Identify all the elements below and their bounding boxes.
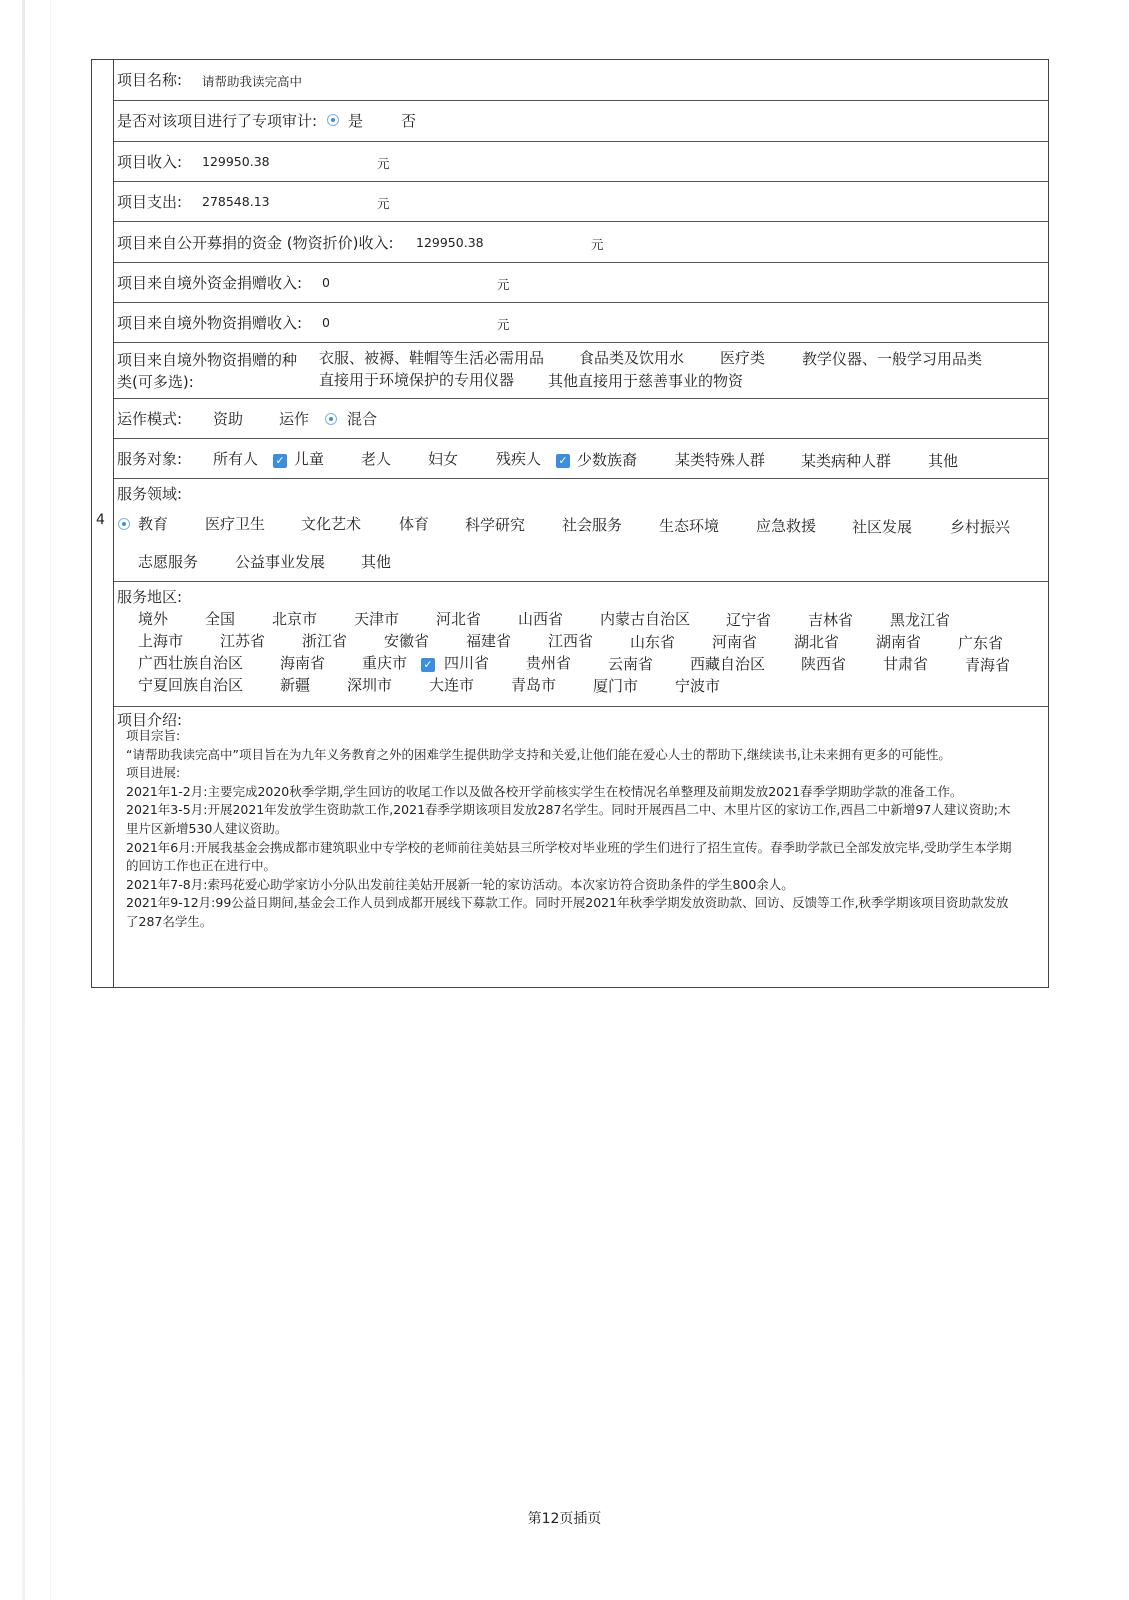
audit-no-label: 否 [401,112,417,130]
region-option[interactable]: 大连市 [429,676,475,694]
progress-item: 2021年3-5月:开展2021年发放学生资助款工作,2021春季学期该项目发放287名学生。同时开展西昌二中、木里片区的家访工作,西昌二中新增97人建议资助;木里片区新增530人建议资助。 [126,802,1011,836]
service-field-option[interactable]: 生态环境 [659,517,720,535]
row-intro [114,707,1048,987]
operation-label: 运作模式: [117,410,183,428]
public-income-unit: 元 [591,237,604,252]
progress-label: 项目进展: [126,765,181,781]
region-option[interactable]: 内蒙古自治区 [600,610,691,628]
service-field-option[interactable]: 社区发展 [852,518,913,536]
region-option[interactable]: 广西壮族自治区 [138,654,244,672]
service-target-option[interactable]: 所有人 [213,450,259,468]
checkbox-checked-icon: ✓ [556,454,570,468]
goods-type-option[interactable]: 食品类及饮用水 [579,349,685,367]
row-goods-types [114,343,1048,399]
region-option[interactable]: 青海省 [965,656,1011,674]
region-option[interactable]: 山东省 [630,633,676,651]
region-option[interactable]: 河北省 [436,610,482,628]
row-service-regions [114,582,1048,707]
region-option[interactable]: 湖北省 [794,633,840,651]
region-option[interactable]: 新疆 [280,676,311,694]
region-option[interactable]: 湖南省 [876,633,922,651]
service-field-option[interactable]: 乡村振兴 [950,518,1011,536]
row-income [114,142,1048,182]
overseas-goods-value: 0 [322,315,330,330]
service-regions-label: 服务地区: [117,588,183,606]
region-option[interactable]: 重庆市 [362,654,408,672]
goods-types-label: 项目来自境外物资捐赠的种 [117,351,298,369]
region-option[interactable]: 甘肃省 [883,655,929,673]
region-option[interactable]: 厦门市 [593,677,639,695]
progress-item: 2021年9-12月:99公益日期间,基金会工作人员到成都开展线下募款工作。同时开展2021年秋季学期发放资助款、回访、反馈等工作,秋季学期该项目资助款发放了287名学生。 [126,895,1009,929]
service-field-option[interactable]: 医疗卫生 [205,515,266,533]
project-form [91,59,1049,988]
expense-value: 278548.13 [202,194,270,209]
region-option[interactable]: 宁夏回族自治区 [138,676,244,694]
public-income-label: 项目来自公开募捐的资金 (物资折价)收入: [117,234,394,252]
operation-option[interactable]: 资助 [213,410,244,428]
radio-selected-icon [325,413,337,425]
overseas-funds-unit: 元 [497,277,510,292]
income-label: 项目收入: [117,153,183,171]
goods-type-option[interactable]: 教学仪器、一般学习用品类 [802,350,983,368]
region-option[interactable]: 西藏自治区 [690,655,766,673]
service-targets-label: 服务对象: [117,450,183,468]
goods-types-label: 类(可多选): [117,373,194,391]
operation-option[interactable]: 混合 [347,410,378,428]
progress-item: 2021年7-8月:索玛花爱心助学家访小分队出发前往美姑开展新一轮的家访活动。本次家访符合资助条件的学生800余人。 [126,876,794,892]
row-service-fields [114,479,1048,582]
checkbox-checked-icon: ✓ [273,454,287,468]
region-option[interactable]: 深圳市 [347,676,393,694]
service-target-option[interactable]: 妇女 [428,450,459,468]
audit-yes-radio[interactable] [327,111,339,129]
region-option[interactable]: 贵州省 [526,654,572,672]
region-option[interactable]: 全国 [205,610,236,628]
region-option[interactable]: 境外 [138,610,169,628]
region-option[interactable]: 安徽省 [384,632,430,650]
row-expense [114,182,1048,222]
income-unit: 元 [377,156,390,171]
region-option[interactable]: 江苏省 [220,632,266,650]
service-target-option[interactable]: 残疾人 [496,450,542,468]
region-option[interactable]: 山西省 [518,610,564,628]
row-operation [114,399,1048,439]
service-target-checkbox[interactable] [556,448,570,468]
project-name-label: 项目名称: [117,71,183,89]
scan-edge [50,0,51,1600]
purpose-label: 项目宗旨: [126,728,181,743]
region-option[interactable]: 陕西省 [801,655,847,673]
service-field-option[interactable]: 社会服务 [562,516,623,534]
service-target-option[interactable]: 儿童 [294,450,325,468]
region-option[interactable]: 天津市 [354,610,400,628]
region-option[interactable]: 黑龙江省 [890,611,951,629]
row-overseas-funds [114,263,1048,303]
service-target-option[interactable]: 某类病种人群 [801,452,892,470]
radio-selected-icon [327,114,339,126]
service-field-option[interactable]: 其他 [361,553,392,571]
project-name-value: 请帮助我读完高中 [202,74,303,89]
region-option[interactable]: 青岛市 [511,676,557,694]
service-field-option[interactable]: 体育 [399,515,430,533]
service-target-option[interactable]: 其他 [928,452,959,470]
intro-label: 项目介绍: [117,711,183,729]
overseas-funds-label: 项目来自境外资金捐赠收入: [117,274,303,292]
service-field-option[interactable]: 教育 [138,515,169,533]
checkbox-checked-icon: ✓ [421,658,435,672]
row-public-income [114,222,1048,263]
region-option[interactable]: 江西省 [548,632,594,650]
service-target-option[interactable]: 老人 [361,450,392,468]
region-option[interactable]: 浙江省 [302,632,348,650]
audit-yes-label: 是 [348,112,364,130]
service-fields-label: 服务领域: [117,485,183,503]
overseas-funds-value: 0 [322,275,330,290]
region-option[interactable]: 海南省 [280,654,326,672]
region-checkbox-checked[interactable] [421,652,435,672]
region-option[interactable]: 广东省 [958,634,1004,652]
row-overseas-goods [114,303,1048,343]
row-service-targets [114,439,1048,479]
service-field-option[interactable]: 科学研究 [465,516,526,534]
row-project-name [114,60,1048,101]
page-footer: 第12页插页 [527,1511,602,1527]
region-option[interactable]: 北京市 [272,610,318,628]
public-income-value: 129950.38 [416,235,484,250]
income-value: 129950.38 [202,154,270,169]
index-column [92,60,114,987]
service-field-selected-radio[interactable] [118,515,130,533]
operation-selected-radio[interactable] [325,410,337,428]
purpose-text: “请帮助我读完高中”项目旨在为九年义务教育之外的困难学生提供助学支持和关爱,让他们能在爱心人士的帮助下,继续读书,让未来拥有更多的可能性。 [126,746,951,762]
service-target-checkbox[interactable] [273,448,287,468]
radio-selected-icon [118,518,130,530]
region-option[interactable]: 四川省 [444,654,490,672]
audit-label: 是否对该项目进行了专项审计: [117,112,318,130]
service-target-option[interactable]: 某类特殊人群 [675,451,766,469]
region-option[interactable]: 宁波市 [675,677,721,695]
overseas-goods-label: 项目来自境外物资捐赠收入: [117,314,303,332]
operation-option[interactable]: 运作 [279,410,310,428]
service-field-option[interactable]: 文化艺术 [301,515,362,533]
progress-item: 2021年1-2月:主要完成2020秋季学期,学生回访的收尾工作以及做各校开学前核实学生在校情况名单整理及前期发放2021春季学期助学款的准备工作。 [126,783,963,799]
region-option[interactable]: 吉林省 [808,611,854,629]
progress-item: 2021年6月:开展我基金会携成都市建筑职业中专学校的老师前往美姑县三所学校对毕业班的学生们进行了招生宣传。春季助学款已全部发放完毕,受助学生本学期的回访工作也正在进行中。 [126,839,1012,874]
row-index-number: 4 [96,512,105,528]
region-option[interactable]: 辽宁省 [726,611,772,629]
service-field-option[interactable]: 公益事业发展 [235,553,326,571]
goods-type-option[interactable]: 其他直接用于慈善事业的物资 [548,372,744,390]
expense-unit: 元 [377,196,390,211]
service-field-option[interactable]: 志愿服务 [138,553,199,571]
region-option[interactable]: 河南省 [712,633,758,651]
intro-body [126,727,1021,932]
goods-type-option[interactable]: 衣服、被褥、鞋帽等生活必需用品 [319,349,545,367]
service-field-option[interactable]: 应急救援 [756,517,817,535]
row-audit [114,101,1048,142]
region-option[interactable]: 上海市 [138,632,184,650]
overseas-goods-unit: 元 [497,317,510,332]
scan-edge [22,0,25,1600]
goods-type-option[interactable]: 医疗类 [720,349,766,367]
goods-type-option[interactable]: 直接用于环境保护的专用仪器 [319,371,515,389]
expense-label: 项目支出: [117,193,183,211]
region-option[interactable]: 云南省 [608,655,654,673]
service-target-option[interactable]: 少数族裔 [577,451,638,469]
region-option[interactable]: 福建省 [466,632,512,650]
